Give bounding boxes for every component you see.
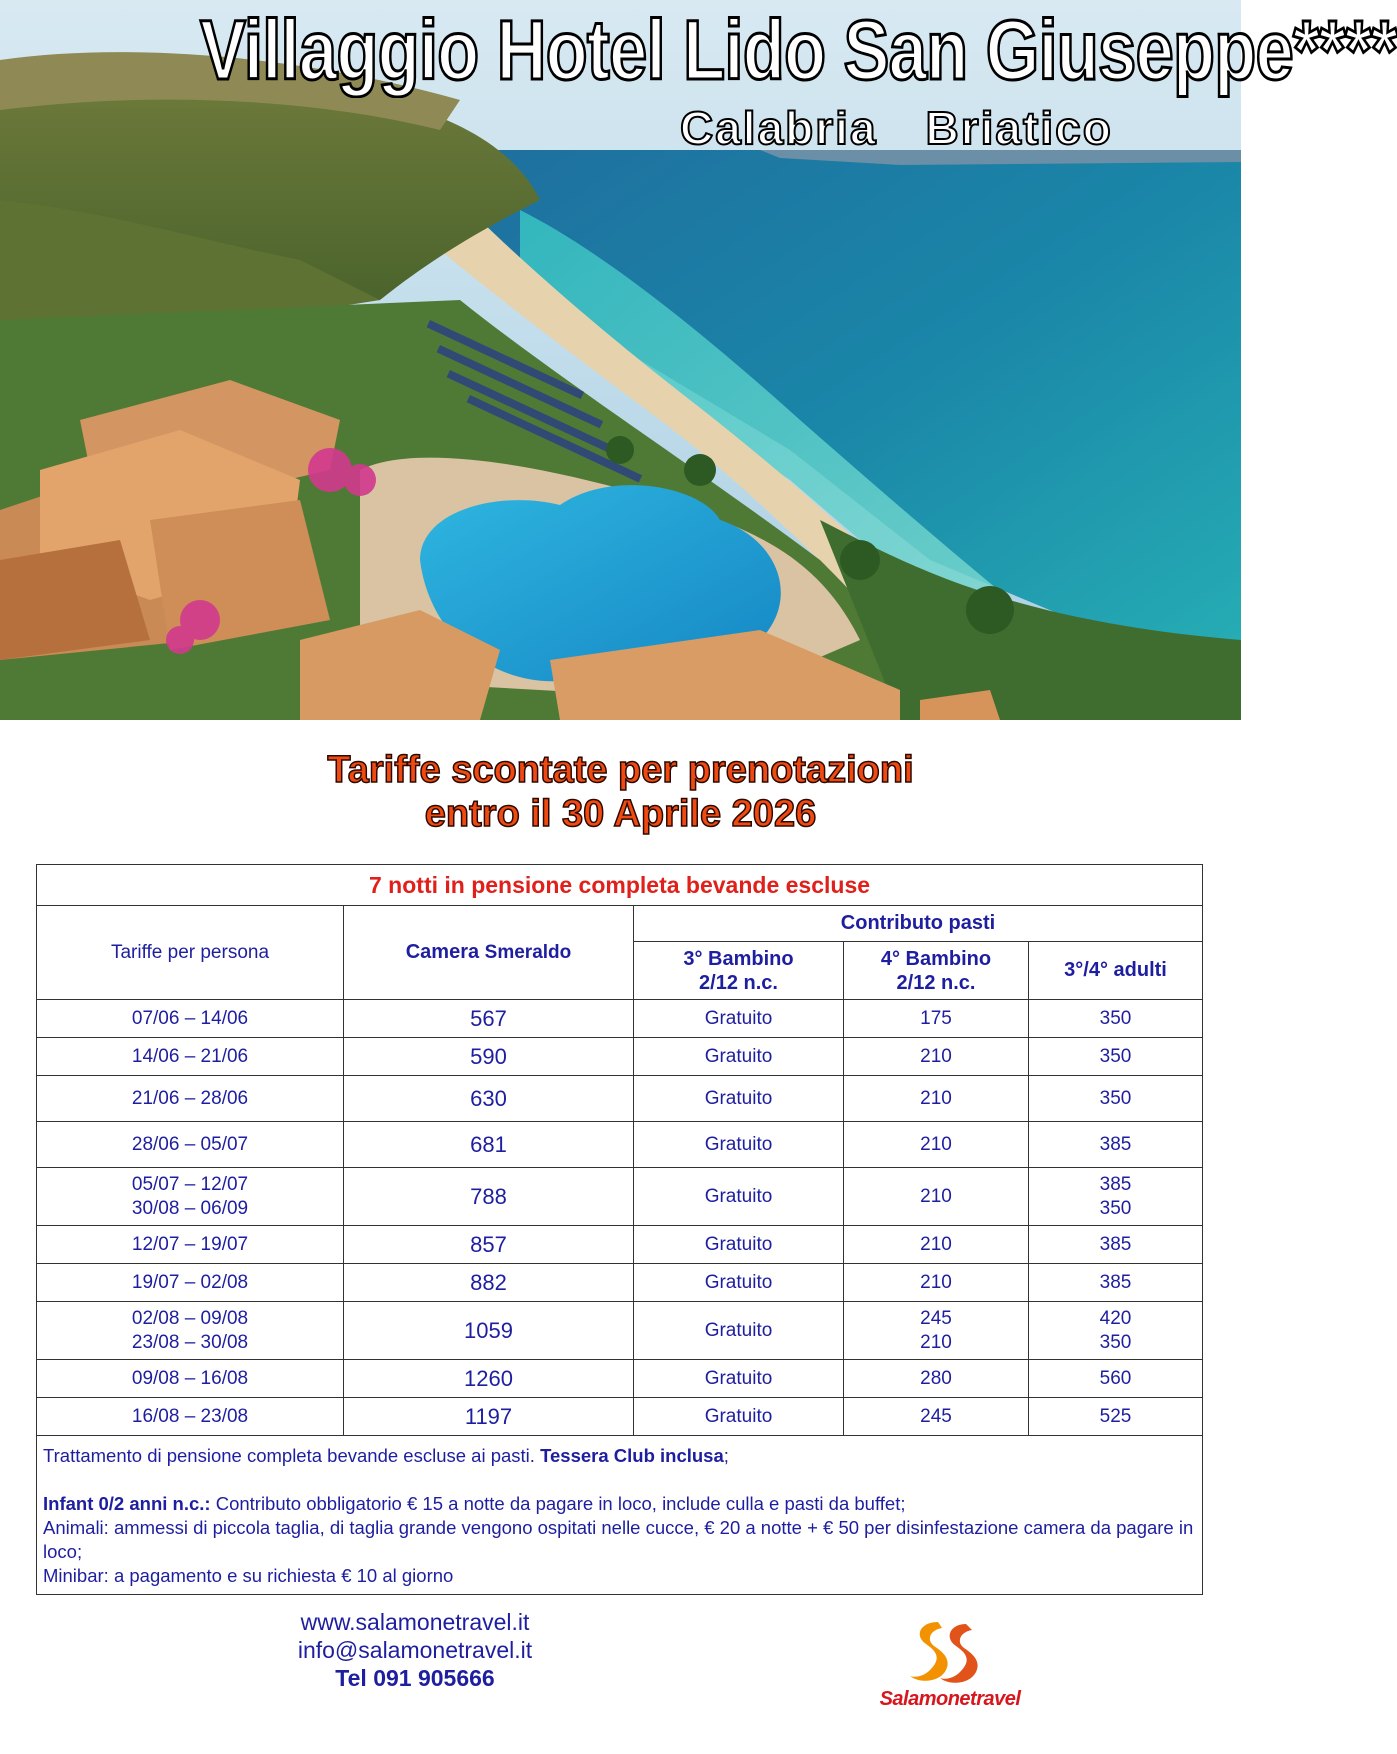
website-link[interactable]: www.salamonetravel.it	[300, 1609, 530, 1635]
cell-adults	[1029, 1000, 1203, 1038]
cell-child4	[844, 1168, 1029, 1226]
cell-child3: Gratuito	[634, 1226, 844, 1264]
notes-line-minibar: Minibar: a pagamento e su richiesta € 10 al giorno	[43, 1565, 454, 1586]
cell-adults-line: 350	[1099, 1045, 1132, 1067]
cell-period	[37, 1302, 344, 1360]
cell-period	[37, 1264, 344, 1302]
table-row	[37, 1038, 1203, 1076]
cell-period-line: 23/08 – 30/08	[131, 1331, 249, 1353]
table-row	[37, 1000, 1203, 1038]
cell-adults-line: 385	[1099, 1233, 1132, 1255]
cell-child4-line: 210	[920, 1045, 952, 1067]
cell-child4-line: 210	[920, 1331, 952, 1353]
region-label: Calabria	[680, 102, 878, 154]
header-period: Tariffe per persona	[37, 906, 344, 1000]
header-child4	[844, 942, 1029, 1000]
header-row-1	[37, 906, 1203, 942]
cell-price: 1059	[344, 1302, 634, 1360]
cell-period-line: 09/08 – 16/08	[131, 1367, 249, 1389]
table-row	[37, 1398, 1203, 1436]
cell-child3: Gratuito	[634, 1168, 844, 1226]
notes-line-animals: Animali: ammessi di piccola taglia, di taglia grande vengono ospitati nelle cucce, € 20 a notte + € 50 per disinfestazione camera da pagare in loco;	[43, 1517, 1194, 1562]
cell-period	[37, 1038, 344, 1076]
cell-price: 857	[344, 1226, 634, 1264]
cell-child4-line: 210	[920, 1233, 952, 1255]
header-child4-age: 2/12 n.c.	[896, 971, 976, 994]
header-child3	[634, 942, 844, 1000]
cell-period-line: 14/06 – 21/06	[131, 1045, 249, 1067]
table-row	[37, 1076, 1203, 1122]
cell-period-line: 07/06 – 14/06	[131, 1007, 249, 1029]
notes-line-treatment	[43, 1444, 1196, 1468]
header-child3-label: 3° Bambino	[683, 947, 794, 970]
table-row	[37, 1264, 1203, 1302]
cell-child3: Gratuito	[634, 1302, 844, 1360]
cell-child4	[844, 1360, 1029, 1398]
cell-period-line: 02/08 – 09/08	[131, 1307, 249, 1329]
logo-mark-icon	[850, 1614, 1050, 1694]
cell-period	[37, 1076, 344, 1122]
salamone-travel-logo-icon	[850, 1614, 1050, 1714]
cell-adults	[1029, 1122, 1203, 1168]
cell-period	[37, 1360, 344, 1398]
price-table	[36, 864, 1203, 1595]
cell-child4	[844, 1038, 1029, 1076]
cell-child4-line: 210	[920, 1087, 952, 1109]
header-child3-age: 2/12 n.c.	[699, 971, 778, 994]
cell-price: 882	[344, 1264, 634, 1302]
cell-child4	[844, 1302, 1029, 1360]
cell-child3: Gratuito	[634, 1122, 844, 1168]
notes-cell	[37, 1436, 1203, 1595]
cell-period	[37, 1168, 344, 1226]
table-row	[37, 1226, 1203, 1264]
cell-child4	[844, 1226, 1029, 1264]
cell-price: 630	[344, 1076, 634, 1122]
logo-wordmark: Salamonetravel	[879, 1688, 1021, 1710]
cell-child4-line: 245	[920, 1405, 952, 1427]
cell-period-line: 12/07 – 19/07	[131, 1233, 249, 1255]
header-room-label: Camera	[405, 941, 485, 963]
cell-child4-line: 210	[920, 1133, 952, 1155]
notes-treatment-end: ;	[723, 1445, 729, 1466]
cell-child3: Gratuito	[634, 1398, 844, 1436]
header-room-name: Smeraldo	[484, 942, 572, 963]
phone-number: Tel 091 905666	[335, 1665, 495, 1691]
cell-child4-line: 280	[920, 1367, 952, 1389]
table-row	[37, 1122, 1203, 1168]
cell-child4-line: 245	[920, 1307, 952, 1329]
cell-adults-line: 350	[1099, 1197, 1132, 1219]
notes-club-card: Tessera Club inclusa	[540, 1445, 724, 1466]
cell-adults	[1029, 1076, 1203, 1122]
cell-period-line: 21/06 – 28/06	[131, 1087, 249, 1109]
promo-headline-line2: entro il 30 Aprile 2026	[424, 793, 817, 835]
header-adults: 3°/4° adulti	[1029, 942, 1203, 1000]
cell-child3: Gratuito	[634, 1000, 844, 1038]
cell-child3: Gratuito	[634, 1038, 844, 1076]
hotel-title: Villaggio Hotel Lido San Giuseppe****	[200, 3, 1397, 97]
notes-infant-label: Infant 0/2 anni n.c.:	[43, 1493, 211, 1514]
cell-child4	[844, 1076, 1029, 1122]
cell-price: 681	[344, 1122, 634, 1168]
cell-adults-line: 385	[1099, 1271, 1132, 1293]
table-row	[37, 1168, 1203, 1226]
cell-period	[37, 1122, 344, 1168]
cell-period	[37, 1000, 344, 1038]
hero-image	[0, 0, 1397, 720]
promo-headline	[0, 748, 1241, 836]
table-row	[37, 1302, 1203, 1360]
cell-child4-line: 210	[920, 1271, 952, 1293]
cell-adults-line: 350	[1099, 1331, 1132, 1353]
cell-period-line: 05/07 – 12/07	[131, 1173, 249, 1195]
cell-adults	[1029, 1264, 1203, 1302]
contact-block	[250, 1608, 580, 1692]
cell-adults-line: 560	[1099, 1367, 1132, 1389]
cell-period	[37, 1398, 344, 1436]
town-label: Briatico	[925, 102, 1113, 154]
cell-price: 590	[344, 1038, 634, 1076]
table-row	[37, 1360, 1203, 1398]
cell-child4	[844, 1000, 1029, 1038]
header-child4-label: 4° Bambino	[880, 947, 992, 970]
cell-period	[37, 1226, 344, 1264]
cell-adults	[1029, 1302, 1203, 1360]
cell-price: 567	[344, 1000, 634, 1038]
cell-adults-line: 350	[1099, 1007, 1132, 1029]
cell-adults	[1029, 1360, 1203, 1398]
cell-adults-line: 350	[1099, 1087, 1132, 1109]
header-room	[344, 906, 634, 1000]
hotel-location	[680, 100, 1120, 156]
cell-price: 1260	[344, 1360, 634, 1398]
cell-child3: Gratuito	[634, 1360, 844, 1398]
cell-price: 788	[344, 1168, 634, 1226]
cell-price: 1197	[344, 1398, 634, 1436]
notes-infant-text: Contributo obbligatorio € 15 a notte da pagare in loco, include culla e pasti da buffet;	[210, 1493, 906, 1514]
promo-headline-line1: Tariffe scontate per prenotazioni	[327, 749, 914, 791]
cell-adults	[1029, 1168, 1203, 1226]
header-meals: Contributo pasti	[634, 906, 1203, 942]
cell-period-line: 28/06 – 05/07	[131, 1133, 249, 1155]
cell-adults	[1029, 1226, 1203, 1264]
cell-period-line: 16/08 – 23/08	[131, 1405, 249, 1427]
table-caption: 7 notti in pensione completa bevande escluse	[37, 865, 1203, 906]
notes-line-infant	[43, 1492, 1196, 1516]
cell-child3: Gratuito	[634, 1264, 844, 1302]
notes-row	[37, 1436, 1203, 1595]
cell-child4	[844, 1122, 1029, 1168]
cell-adults-line: 420	[1099, 1307, 1132, 1329]
cell-period-line: 19/07 – 02/08	[131, 1271, 249, 1293]
cell-child4-line: 175	[920, 1007, 952, 1029]
table-caption-row	[37, 865, 1203, 906]
cell-adults	[1029, 1038, 1203, 1076]
cell-child4	[844, 1264, 1029, 1302]
cell-adults-line: 525	[1099, 1405, 1132, 1427]
cell-child4-line: 210	[920, 1185, 952, 1207]
email-link[interactable]: info@salamonetravel.it	[297, 1637, 533, 1663]
cell-child4	[844, 1398, 1029, 1436]
cell-adults-line: 385	[1099, 1133, 1132, 1155]
cell-adults-line: 385	[1099, 1173, 1132, 1195]
notes-treatment-text: Trattamento di pensione completa bevande escluse ai pasti.	[43, 1445, 541, 1466]
cell-period-line: 30/08 – 06/09	[131, 1197, 249, 1219]
cell-child3: Gratuito	[634, 1076, 844, 1122]
cell-adults	[1029, 1398, 1203, 1436]
